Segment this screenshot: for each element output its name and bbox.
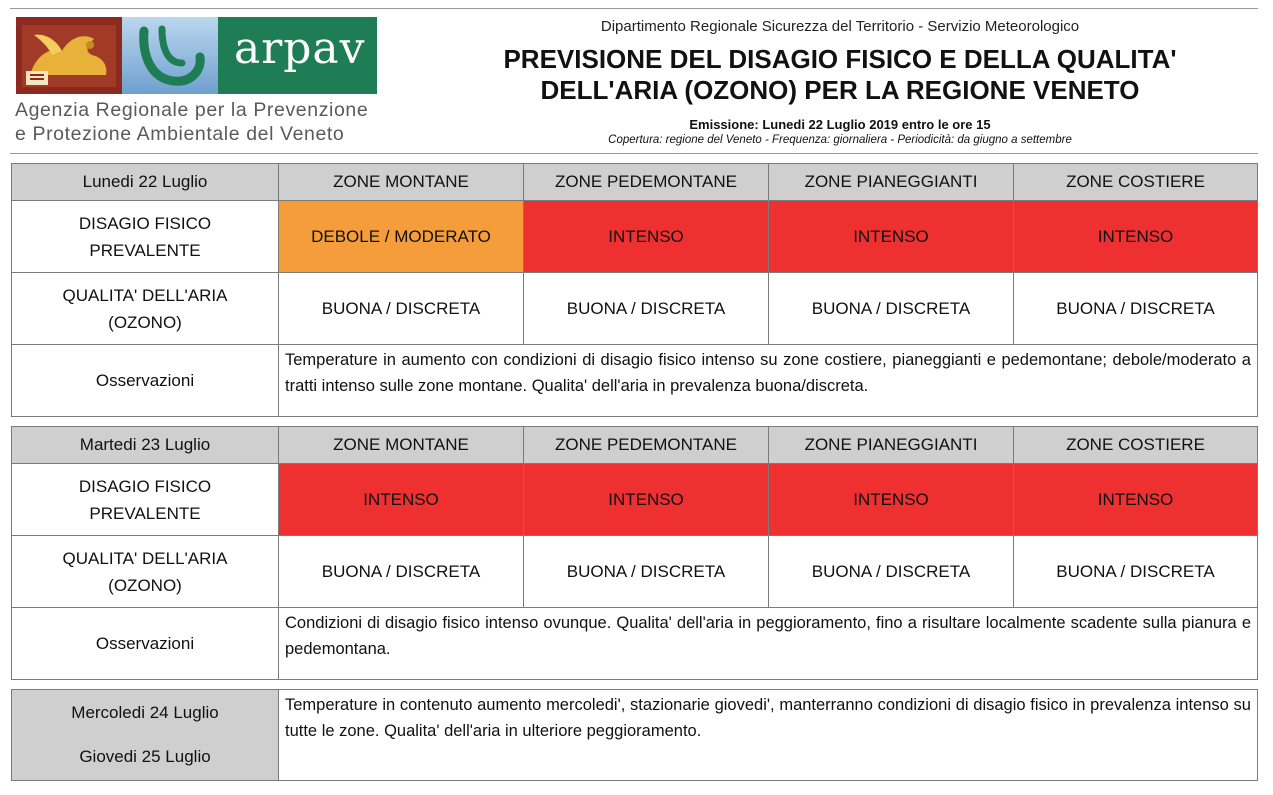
- agency-name-line2: e Protezione Ambientale del Veneto: [15, 123, 345, 145]
- air-quality-row: [12, 273, 1258, 345]
- discomfort-label: [12, 201, 279, 273]
- air-quality-value: BUONA / DISCRETA: [1014, 536, 1258, 608]
- table-header-row: [12, 427, 1258, 464]
- outlook-date2: Giovedi 25 Luglio: [79, 747, 211, 766]
- title-line1: PREVISIONE DEL DISAGIO FISICO E DELLA QUALITA': [503, 44, 1177, 74]
- discomfort-label-line2: PREVALENTE: [89, 240, 201, 260]
- discomfort-label-line1: DISAGIO FISICO: [78, 213, 212, 233]
- discomfort-label: [12, 464, 279, 536]
- discomfort-value: INTENSO: [769, 464, 1014, 536]
- logo-wordmark: arpav: [234, 23, 366, 74]
- day-date: Lunedi 22 Luglio: [12, 164, 279, 201]
- outlook-text: Temperature in contenuto aumento mercoledi', stazionarie giovedi', manterranno condizioni di disagio fisico in prevalenza intenso su tutte le zone. Qualita' dell'aria in ulteriore peggioramento.: [279, 690, 1258, 781]
- air-quality-label: [12, 273, 279, 345]
- discomfort-value: DEBOLE / MODERATO: [279, 201, 524, 273]
- discomfort-value: INTENSO: [1014, 464, 1258, 536]
- discomfort-label-line2: PREVALENTE: [89, 503, 201, 523]
- top-rule: [10, 8, 1258, 9]
- outlook-date1: Mercoledi 24 Luglio: [71, 703, 219, 722]
- air-quality-label-line1: QUALITA' DELL'ARIA: [62, 548, 228, 568]
- air-quality-label-line2: (OZONO): [108, 312, 182, 332]
- department-line: Dipartimento Regionale Sicurezza del Territorio - Servizio Meteorologico: [600, 18, 1080, 35]
- arpav-logo: [122, 17, 377, 94]
- lion-of-st-mark-logo: [16, 17, 122, 94]
- page-title: [430, 44, 1250, 106]
- zone-header: ZONE PIANEGGIANTI: [769, 164, 1014, 201]
- lion-icon: [22, 25, 116, 87]
- discomfort-value: INTENSO: [524, 201, 769, 273]
- discomfort-value: INTENSO: [769, 201, 1014, 273]
- zone-header: ZONE PIANEGGIANTI: [769, 427, 1014, 464]
- forecast-table-day2: [11, 426, 1258, 680]
- header-rule: [10, 153, 1258, 154]
- discomfort-label-line1: DISAGIO FISICO: [78, 476, 212, 496]
- outlook-dates: [12, 690, 279, 781]
- discomfort-row: [12, 464, 1258, 536]
- agency-name-line1: Agenzia Regionale per la Prevenzione: [15, 99, 369, 121]
- air-quality-value: BUONA / DISCRETA: [1014, 273, 1258, 345]
- emission-line: Emissione: Lunedi 22 Luglio 2019 entro le ore 15: [689, 117, 991, 132]
- zone-header: ZONE PEDEMONTANE: [524, 427, 769, 464]
- air-quality-label-line1: QUALITA' DELL'ARIA: [62, 285, 228, 305]
- arpav-mark-icon: [122, 17, 218, 94]
- air-quality-row: [12, 536, 1258, 608]
- discomfort-value: INTENSO: [524, 464, 769, 536]
- outlook-row: [12, 690, 1258, 781]
- discomfort-row: [12, 201, 1258, 273]
- air-quality-label: [12, 536, 279, 608]
- agency-name: [15, 98, 368, 146]
- zone-header: ZONE PEDEMONTANE: [524, 164, 769, 201]
- observations-row: [12, 345, 1258, 417]
- forecast-table-day1: [11, 163, 1258, 417]
- air-quality-value: BUONA / DISCRETA: [524, 273, 769, 345]
- title-line2: DELL'ARIA (OZONO) PER LA REGIONE VENETO: [540, 75, 1140, 105]
- coverage-line: Copertura: regione del Veneto - Frequenza: giornaliera - Periodicità: da giugno a settembre: [608, 134, 1072, 146]
- day-date: Martedi 23 Luglio: [12, 427, 279, 464]
- zone-header: ZONE COSTIERE: [1014, 164, 1258, 201]
- air-quality-value: BUONA / DISCRETA: [769, 273, 1014, 345]
- air-quality-value: BUONA / DISCRETA: [524, 536, 769, 608]
- observations-text: Condizioni di disagio fisico intenso ovunque. Qualita' dell'aria in peggioramento, fino a risultare localmente scadente sulla pianura e pedemontana.: [279, 608, 1258, 680]
- air-quality-value: BUONA / DISCRETA: [279, 536, 524, 608]
- outlook-table: [11, 689, 1258, 781]
- air-quality-value: BUONA / DISCRETA: [769, 536, 1014, 608]
- observations-label: Osservazioni: [12, 345, 279, 417]
- zone-header: ZONE COSTIERE: [1014, 427, 1258, 464]
- zone-header: ZONE MONTANE: [279, 427, 524, 464]
- observations-row: [12, 608, 1258, 680]
- air-quality-value: BUONA / DISCRETA: [279, 273, 524, 345]
- discomfort-value: INTENSO: [279, 464, 524, 536]
- zone-header: ZONE MONTANE: [279, 164, 524, 201]
- observations-label: Osservazioni: [12, 608, 279, 680]
- observations-text: Temperature in aumento con condizioni di disagio fisico intenso su zone costiere, pianeggianti e pedemontane; debole/moderato a tratti intenso sulle zone montane. Qualita' dell'aria in prevalenza buona/discreta.: [279, 345, 1258, 417]
- table-header-row: [12, 164, 1258, 201]
- air-quality-label-line2: (OZONO): [108, 575, 182, 595]
- discomfort-value: INTENSO: [1014, 201, 1258, 273]
